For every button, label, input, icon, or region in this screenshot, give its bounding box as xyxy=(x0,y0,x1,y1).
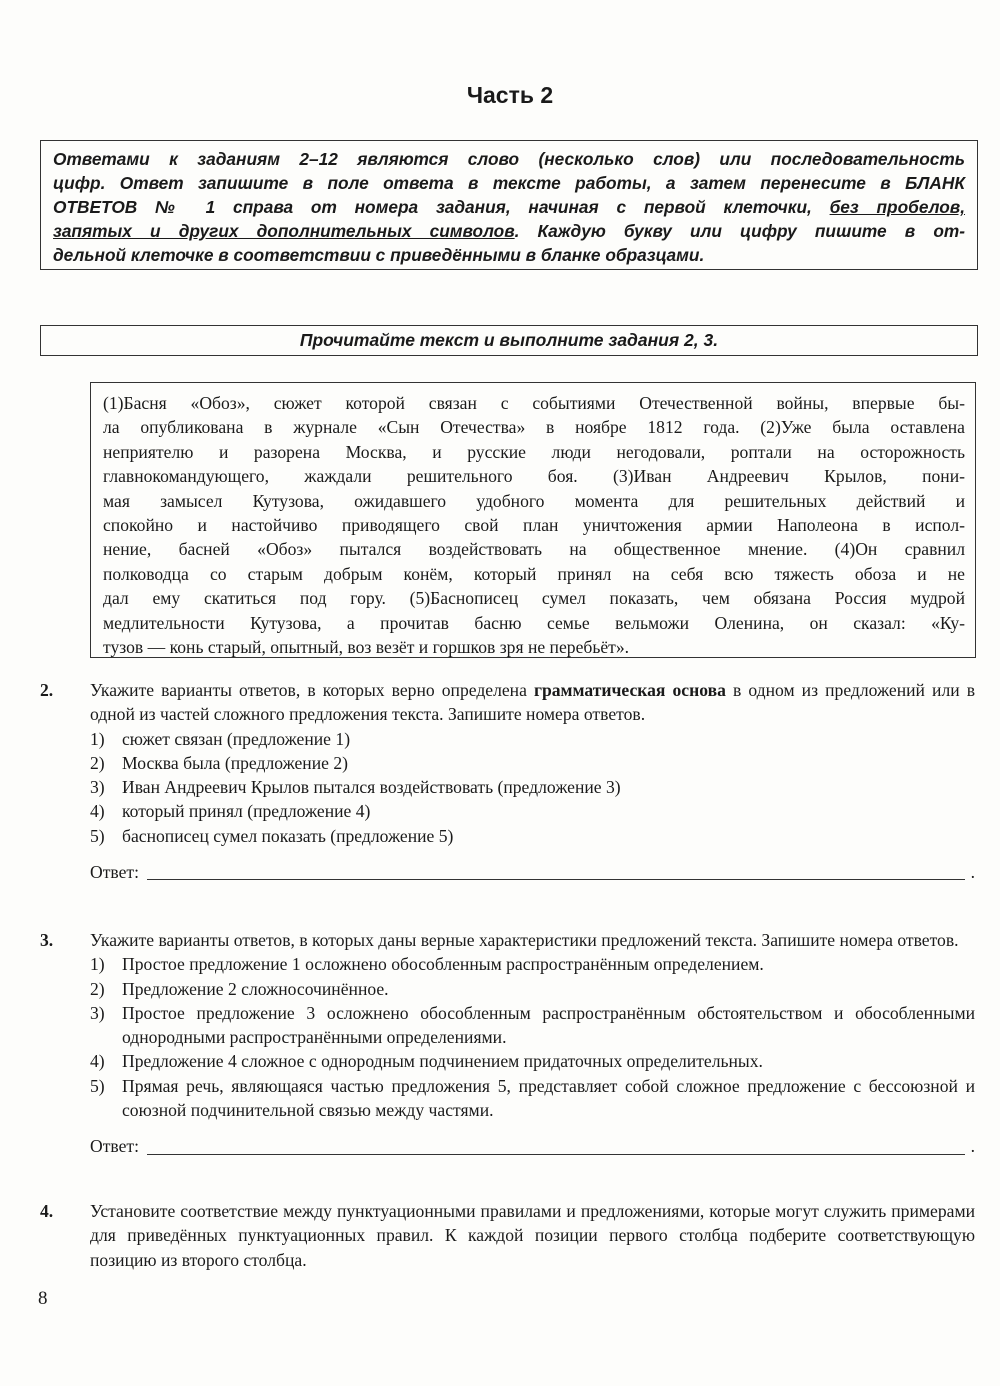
option-text: Предложение 2 сложносочинённое. xyxy=(122,978,389,999)
instruction-line: цифр. Ответ запишите в поле ответа в тексте работы, а затем перенесите в БЛАНК xyxy=(53,173,965,193)
passage-line: мая замысел Кутузова, ожидавшего удобного момента для решительных действий и xyxy=(103,490,965,511)
passage-line: главнокомандующего, жаждали решительного боя. (3)Иван Андреевич Крылов, пони- xyxy=(103,466,965,487)
passage-line: дал ему скатиться под гору. (5)Баснописец сумел показать, чем обязана Россия мудрой xyxy=(103,588,965,609)
instruction-line: Ответами к заданиям 2–12 являются слово (несколько слов) или последовательность xyxy=(53,149,965,169)
question-keyword: грамматическая основа xyxy=(533,680,726,700)
question-text: Установите соответствие между пунктуационными правилами и предложениями, которые могут служить примерами для приведённых пунктуационных правил. К каждой позиции первого столбца подберите соответствующую позицию из второго столбца. xyxy=(90,1201,975,1270)
answer-option xyxy=(90,977,975,1001)
option-number: 3) xyxy=(90,777,105,798)
answer-line[interactable] xyxy=(147,1153,965,1155)
option-number: 1) xyxy=(90,954,105,975)
passage-line: ла опубликована в журнале «Сын Отечества» в ноябре 1812 года. (2)Уже была оставлена xyxy=(103,417,965,438)
answer-option xyxy=(90,1074,975,1123)
question-3 xyxy=(40,928,975,1159)
answer-field[interactable]: Ответ: . xyxy=(90,1134,975,1158)
question-number: 2. xyxy=(40,680,54,700)
option-text: Иван Андреевич Крылов пытался воздействовать (предложение 3) xyxy=(122,777,621,798)
answer-option xyxy=(90,824,975,848)
answer-option xyxy=(90,775,975,799)
answer-option xyxy=(90,751,975,775)
instruction-line xyxy=(53,219,965,243)
option-text: баснописец сумел показать (предложение 5) xyxy=(122,825,454,846)
option-number: 2) xyxy=(90,752,105,773)
answer-label: Ответ: xyxy=(90,1136,139,1157)
answer-field[interactable]: Ответ: . xyxy=(90,860,975,884)
question-number: 3. xyxy=(40,930,54,950)
option-text: Москва была (предложение 2) xyxy=(122,752,349,773)
passage-line: неприятелю и разорена Москва, и русские люди негодовали, роптали на осторожность xyxy=(103,441,965,462)
instruction-text: . Каждую букву или цифру пишите в от- xyxy=(514,221,965,241)
instruction-underlined: без пробелов, xyxy=(829,197,966,217)
answer-option xyxy=(90,1049,975,1073)
answer-option xyxy=(90,1001,975,1050)
answer-option xyxy=(90,727,975,751)
passage-line: медлительности Кутузова, а прочитав басню семье вельможи Оленина, он сказал: «Ку- xyxy=(103,612,965,633)
instruction-line xyxy=(53,195,965,219)
option-number: 4) xyxy=(90,801,105,822)
option-number: 3) xyxy=(90,1002,105,1023)
question-text: в одном из предложений или в одной из частей сложного предложения текста. Запишите номера ответов. xyxy=(90,680,976,725)
option-number: 1) xyxy=(90,728,105,749)
question-number: 4. xyxy=(40,1201,54,1221)
option-text: Предложение 4 сложное с однородным подчинением придаточных определительных. xyxy=(122,1051,763,1072)
passage-line: (1)Басня «Обоз», сюжет которой связан с событиями Отечественной войны, впервые бы- xyxy=(103,393,965,413)
passage-line: тузов — конь старый, опытный, воз везёт и горшков зря не перебьёт». xyxy=(103,637,630,658)
answer-line[interactable] xyxy=(147,878,965,880)
option-text: Прямая речь, являющаяся частью предложения 5, представляет собой сложное предложение с бессоюзной и союзной подчинительной связью между частями. xyxy=(122,1075,975,1121)
passage-line: полководца со старым добрым конём, который принял на себя всю тяжесть обоза и не xyxy=(103,563,965,584)
option-text: Простое предложение 3 осложнено обособленным распространённым обстоятельством и обособленными однородными распространёнными определениями. xyxy=(122,1002,975,1048)
answer-option xyxy=(90,799,975,823)
option-number: 5) xyxy=(90,825,105,846)
question-4 xyxy=(40,1199,975,1272)
instruction-line: дельной клеточке в соответствии с приведёнными в бланке образцами. xyxy=(53,245,705,265)
part-title: Часть 2 xyxy=(466,82,554,108)
task-header: Прочитайте текст и выполните задания 2, 3. xyxy=(40,325,978,356)
instruction-text: ОТВЕТОВ № 1 справа от номера задания, начиная с первой клеточки, xyxy=(53,197,830,217)
option-text: Простое предложение 1 осложнено обособленным распространённым определением. xyxy=(122,954,764,975)
answer-option xyxy=(90,952,975,976)
instruction-underlined: запятых и других дополнительных символов xyxy=(53,221,515,241)
option-text: который принял (предложение 4) xyxy=(122,801,371,822)
page-number: 8 xyxy=(38,1288,48,1309)
question-text: Укажите варианты ответов, в которых даны верные характеристики предложений текста. Запишите номера ответов. xyxy=(90,930,959,950)
option-text: сюжет связан (предложение 1) xyxy=(122,728,351,749)
instructions-box xyxy=(40,140,978,270)
option-number: 5) xyxy=(90,1075,105,1096)
question-2 xyxy=(40,678,975,884)
question-text: Укажите варианты ответов, в которых верно определена xyxy=(90,680,534,700)
passage-line: нение, басней «Обоз» пытался воздействовать на общественное мнение. (4)Он сравнил xyxy=(103,539,965,560)
passage-line: спокойно и настойчиво приводящего свой план уничтожения армии Наполеона в испол- xyxy=(103,515,965,536)
passage-box xyxy=(90,382,976,658)
option-number: 4) xyxy=(90,1051,105,1072)
option-number: 2) xyxy=(90,978,105,999)
answer-label: Ответ: xyxy=(90,862,139,883)
